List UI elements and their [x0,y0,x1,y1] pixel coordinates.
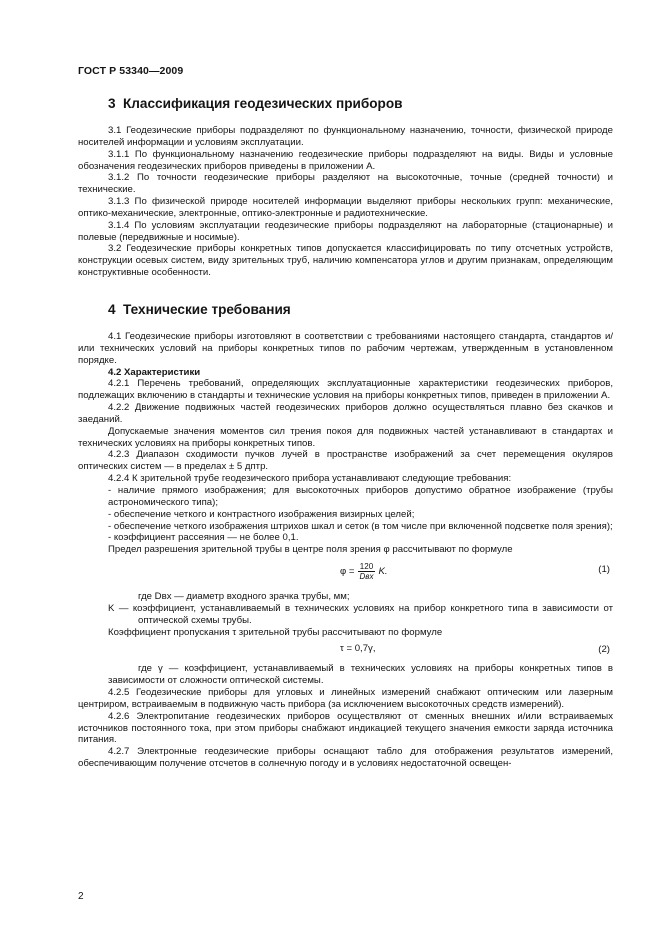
paragraph-4-2-7: 4.2.7 Электронные геодезические приборы оснащают табло для отображения результатов измерений, обеспечивающим получение отсчетов в солнечную погоду и в условиях недостаточной освещен- [78,746,613,770]
formula-2-number: (2) [598,644,610,656]
paragraph-4-2-2: 4.2.2 Движение подвижных частей геодезических приборов должно осуществляться плавно без скачков и заеданий. [78,402,613,425]
formula-1-intro: Предел разрешения зрительной трубы в центре поля зрения φ рассчитывают по формуле [108,544,513,556]
section-4-title: Технические требования [123,302,291,317]
paragraph-3-1-2: 3.1.2 По точности геодезические приборы разделяют на высокоточные, точные (средней точности) и технические. [78,172,613,196]
section-3-body [78,125,613,279]
formula-1-expression [340,562,388,581]
formula-1-fraction [358,562,376,581]
requirement-item: - обеспечение четкого изображения штрихов шкал и сеток (в том числе при включенной подсветке поля зрения); [108,520,613,532]
formula-2-expression: τ = 0,7γ, [340,643,376,655]
section-4-heading [108,302,291,317]
formula-2-where: где γ — коэффициент, устанавливаемый в технических условиях на приборы конкретных типов в зависимости от сложности оптической системы. [108,663,613,687]
section-4-body [78,331,613,770]
paragraph-3-2: 3.2 Геодезические приборы конкретных типов допускается классифицировать по типу отсчетных устройств, конструкции осевых систем, виду зрительных труб, наличию компенсатора углов и другим признакам, определяющим конструктивные особенности. [78,243,613,279]
section-3-heading [108,96,403,111]
formula-1-number: (1) [598,564,610,576]
formula-2 [78,640,613,660]
paragraph-4-2-2-cont: Допускаемые значения моментов сил трения покоя для подвижных частей устанавливают в стандартах и технических условиях на приборы конкретных типов. [78,425,613,449]
formula-1-denominator: Dвх [359,572,374,582]
paragraph-4-2-4: 4.2.4 К зрительной трубе геодезического прибора устанавливают следующие требования: [108,473,512,485]
formula-2-intro: Коэффициент пропускания τ зрительной трубы рассчитывают по формуле [108,626,443,638]
requirement-item: - наличие прямого изображения; для высокоточных приборов допустимо обратное изображение (трубы астрономического типа); [108,484,613,508]
subsection-4-2-heading: 4.2 Характеристики [108,366,201,378]
paragraph-3-1-1: 3.1.1 По функциональному назначению геодезические приборы подразделяют на виды. Виды и условные обозначения геодезических приборов приведены в приложении А. [78,148,613,172]
formula-1-where-d: где Dвх — диаметр входного зрачка трубы, мм; [138,591,350,603]
section-4-number: 4 [108,302,116,317]
page-number: 2 [78,891,84,902]
section-3-title: Классификация геодезических приборов [123,96,403,111]
paragraph-3-1: 3.1 Геодезические приборы подразделяют по функциональному назначению, точности, физической природе носителей информации и условиям эксплуатации. [78,125,613,148]
section-3-number: 3 [108,96,116,111]
paragraph-3-1-4: 3.1.4 По условиям эксплуатации геодезические приборы подразделяют на лабораторные (стационарные) и полевые (передвижные и носимые). [78,219,613,243]
paragraph-4-2-3: 4.2.3 Диапазон сходимости пучков лучей в пространстве изображений за счет перемещения окуляров оптических систем — в пределах ± 5 дптр. [78,449,613,473]
formula-1-where-k: K — коэффициент, устанавливаемый в технических условиях на прибор конкретного типа в зависимости от оптической схемы трубы. [108,602,613,626]
requirement-item: - коэффициент рассеяния — не более 0,1. [108,532,299,544]
formula-1-rhs: K. [378,566,388,578]
paragraph-4-2-6: 4.2.6 Электропитание геодезических приборов осуществляют от сменных внешних и/или встраиваемых источников постоянного тока, при этом приборы снабжают индикацией текущего значения емкости заряда источника питания. [78,710,613,746]
formula-1-lhs: φ = [340,566,355,578]
formula-1 [78,558,613,588]
paragraph-4-2-1: 4.2.1 Перечень требований, определяющих эксплуатационные характеристики геодезических приборов, подлежащих включению в стандарты и технические условия на приборы конкретных типов, приведен в приложении А. [78,378,613,402]
requirement-item: - обеспечение четкого и контрастного изображения визирных целей; [108,508,415,520]
paragraph-4-1: 4.1 Геодезические приборы изготовляют в соответствии с требованиями настоящего стандарта, стандартов и/или технических условий на приборы конкретных типов по рабочим чертежам, утвержденным в установленном порядке. [78,331,613,366]
paragraph-3-1-3: 3.1.3 По физической природе носителей информации выделяют приборы нескольких групп: механические, оптико-механические, электронные, оптико-электронные и радиотехнические. [78,196,613,219]
paragraph-4-2-5: 4.2.5 Геодезические приборы для угловых и линейных измерений снабжают оптическим или лазерным центриром, встраиваемым в подвижную часть прибора (за исключением высокоточных средств измерений). [78,687,613,710]
formula-1-numerator: 120 [358,562,376,572]
document-header: ГОСТ Р 53340—2009 [78,65,184,77]
